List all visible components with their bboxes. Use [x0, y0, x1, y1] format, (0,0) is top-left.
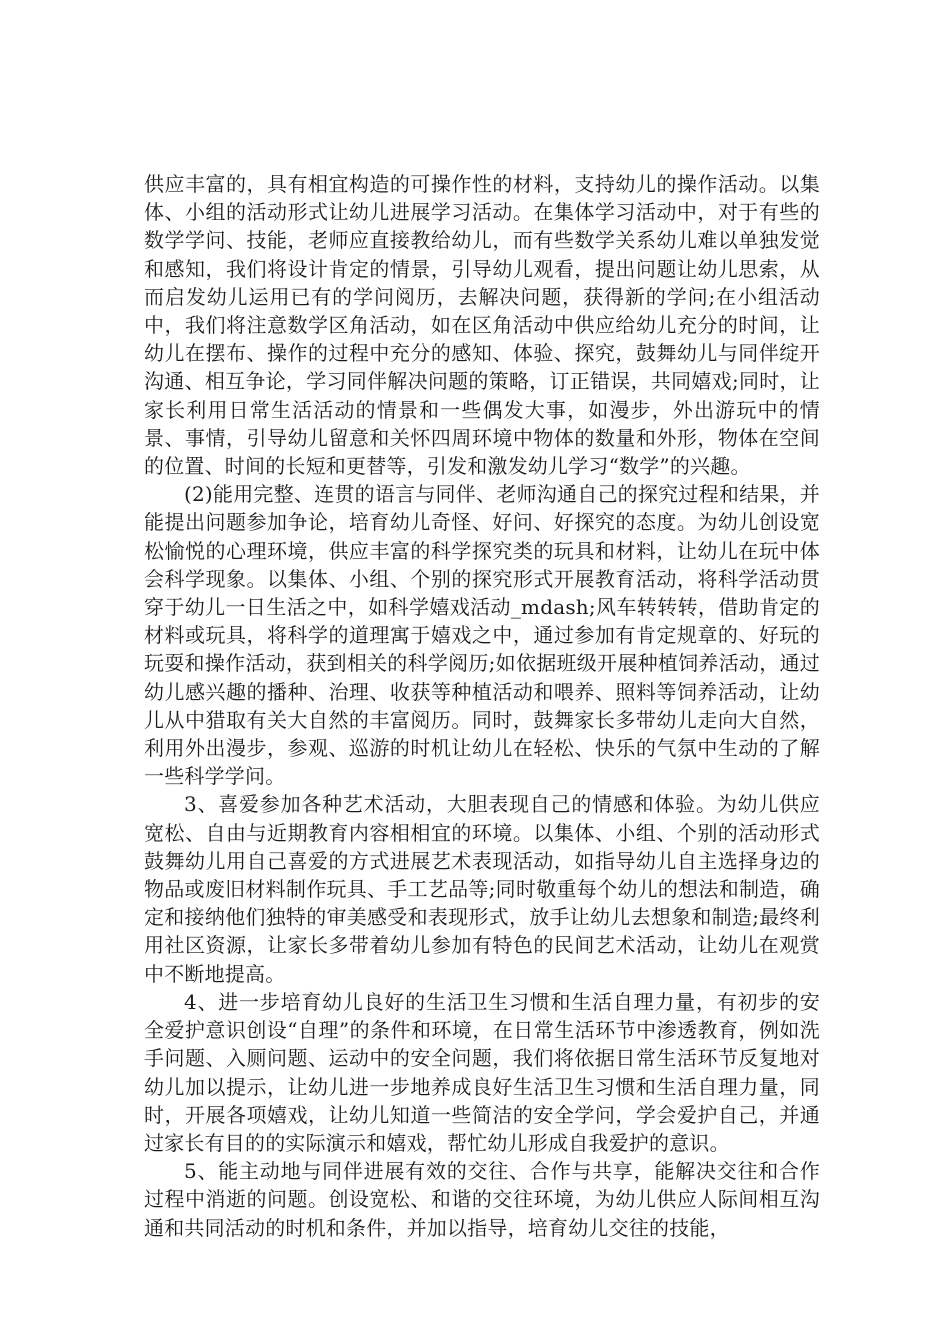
paragraph-1: 供应丰富的，具有相宜构造的可操作性的材料，支持幼儿的操作活动。以集体、小组的活动形式让幼儿进展学习活动。在集体学习活动中，对于有些的数学学问、技能，老师应直接教给幼儿，而有些数学关系幼儿难以单独发觉和感知，我们将设计肯定的情景，引导幼儿观看，提出问题让幼儿思索，从而启发幼儿运用已有的学问阅历，去解决问题，获得新的学问;在小组活动中，我们将注意数学区角活动，如在区角活动中供应给幼儿充分的时间，让幼儿在摆布、操作的过程中充分的感知、体验、探究，鼓舞幼儿与同伴绽开沟通、相互争论，学习同伴解决问题的策略，订正错误，共同嬉戏;同时，让家长利用日常生活活动的情景和一些偶发大事，如漫步，外出游玩中的情景、事情，引导幼儿留意和关怀四周环境中物体的数量和外形，物体在空间的位置、时间的长短和更替等，引发和激发幼儿学习“数学”的兴趣。 [144, 172, 820, 479]
paragraph-3: 3、喜爱参加各种艺术活动，大胆表现自己的情感和体验。为幼儿供应宽松、自由与近期教育内容相相宜的环境。以集体、小组、个别的活动形式鼓舞幼儿用自己喜爱的方式进展艺术表现活动，如指导幼儿自主选择身边的物品或废旧材料制作玩具、手工艺品等;同时敬重每个幼儿的想法和制造，确定和接纳他们独特的审美感受和表现形式，放手让幼儿去想象和制造;最终利用社区资源，让家长多带着幼儿参加有特色的民间艺术活动，让幼儿在观赏中不断地提高。 [144, 792, 820, 986]
paragraph-5: 5、能主动地与同伴进展有效的交往、合作与共享，能解决交往和合作过程中消逝的问题。创设宽松、和谐的交往环境，为幼儿供应人际间相互沟通和共同活动的时机和条件，并加以指导，培育幼儿交往的技能， [144, 1159, 820, 1240]
paragraph-2: (2)能用完整、连贯的语言与同伴、老师沟通自己的探究过程和结果，并能提出问题参加争论，培育幼儿奇怪、好问、好探究的态度。为幼儿创设宽松愉悦的心理环境，供应丰富的科学探究类的玩具和材料，让幼儿在玩中体会科学现象。以集体、小组、个别的探究形式开展教育活动，将科学活动贯穿于幼儿一日生活之中，如科学嬉戏活动_mdash;风车转转转，借助肯定的材料或玩具，将科学的道理寓于嬉戏之中，通过参加有肯定规章的、好玩的玩耍和操作活动，获到相关的科学阅历;如依据班级开展种植饲养活动，通过幼儿感兴趣的播种、治理、收获等种植活动和喂养、照料等饲养活动，让幼儿从中猎取有关大自然的丰富阅历。同时，鼓舞家长多带幼儿走向大自然，利用外出漫步，参观、巡游的时机让幼儿在轻松、快乐的气氛中生动的了解一些科学学问。 [144, 482, 820, 789]
paragraph-4: 4、进一步培育幼儿良好的生活卫生习惯和生活自理力量，有初步的安全爱护意识创设“自理”的条件和环境，在日常生活环节中渗透教育，例如洗手问题、入厕问题、运动中的安全问题，我们将依据日常生活环节反复地对幼儿加以提示，让幼儿进一步地养成良好生活卫生习惯和生活自理力量，同时，开展各项嬉戏，让幼儿知道一些简洁的安全学问，学会爱护自己，并通过家长有目的的实际演示和嬉戏，帮忙幼儿形成自我爱护的意识。 [144, 989, 820, 1155]
document-body [144, 170, 820, 1242]
